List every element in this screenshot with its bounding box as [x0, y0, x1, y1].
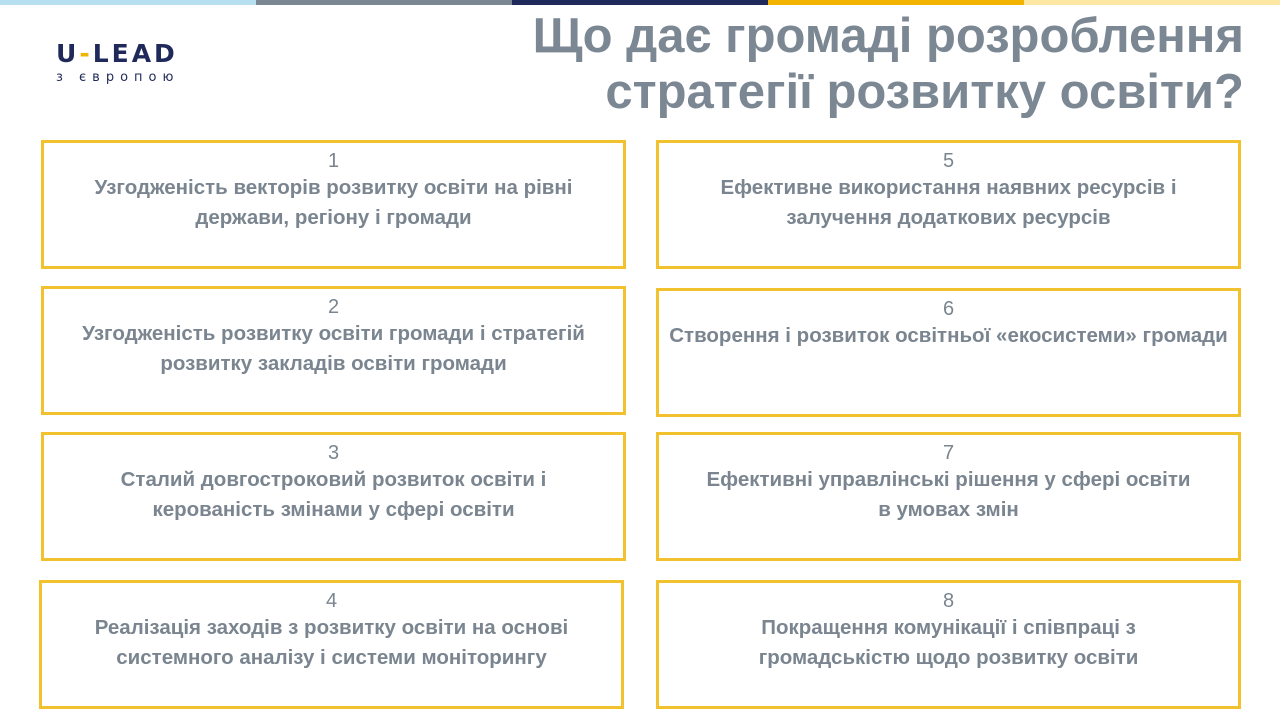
benefit-text: Реалізація заходів з розвитку освіти на основі системного аналізу і системи моніторингу	[94, 616, 569, 669]
top-bar-segment-3	[512, 0, 768, 5]
logo-suffix: LEAD	[92, 39, 178, 68]
top-bar-segment-4	[768, 0, 1024, 5]
slide-title-line-1: Що дає громаді розроблення	[532, 9, 1244, 63]
benefit-number: 5	[942, 150, 955, 172]
benefit-box-5	[656, 140, 1241, 269]
u-lead-logo	[56, 40, 179, 85]
benefit-box-1	[41, 140, 626, 269]
benefit-number: 8	[942, 590, 955, 612]
logo-subtitle: з європою	[56, 70, 180, 85]
slide-title-line-2: стратегії розвитку освіти?	[605, 65, 1244, 119]
logo-prefix: U	[56, 39, 80, 68]
benefit-number: 7	[942, 442, 955, 464]
benefit-number: 3	[327, 442, 340, 464]
benefit-text: Створення і розвиток освітньої «екосистеми» громади	[669, 324, 1228, 347]
benefit-number: 6	[942, 298, 955, 320]
logo-dash: -	[79, 39, 93, 68]
benefit-box-3	[41, 432, 626, 561]
benefit-box-6	[656, 288, 1241, 417]
top-bar-segment-1	[0, 0, 256, 5]
benefit-number: 1	[327, 150, 340, 172]
slide-title	[384, 8, 1244, 120]
logo-wordmark	[56, 40, 179, 68]
benefit-text: Ефективне використання наявних ресурсів і залучення додаткових ресурсів	[720, 176, 1177, 229]
benefit-text: Покращення комунікації і співпраці з громадськістю щодо розвитку освіти	[758, 616, 1139, 669]
benefit-box-4	[39, 580, 624, 709]
benefit-number: 4	[325, 590, 338, 612]
benefit-box-8	[656, 580, 1241, 709]
benefit-box-7	[656, 432, 1241, 561]
top-color-bar	[0, 0, 1280, 5]
top-bar-segment-5	[1024, 0, 1280, 5]
benefit-text: Узгодженість векторів розвитку освіти на рівні держави, регіону і громади	[94, 176, 573, 229]
benefit-text: Сталий довгостроковий розвиток освіти і керованість змінами у сфері освіти	[120, 468, 547, 521]
benefit-box-2	[41, 286, 626, 415]
benefit-number: 2	[327, 296, 340, 318]
top-bar-segment-2	[256, 0, 512, 5]
benefit-text: Ефективні управлінські рішення у сфері освіти в умовах змін	[706, 468, 1191, 521]
benefit-text: Узгодженість розвитку освіти громади і стратегій розвитку закладів освіти громади	[82, 322, 585, 375]
